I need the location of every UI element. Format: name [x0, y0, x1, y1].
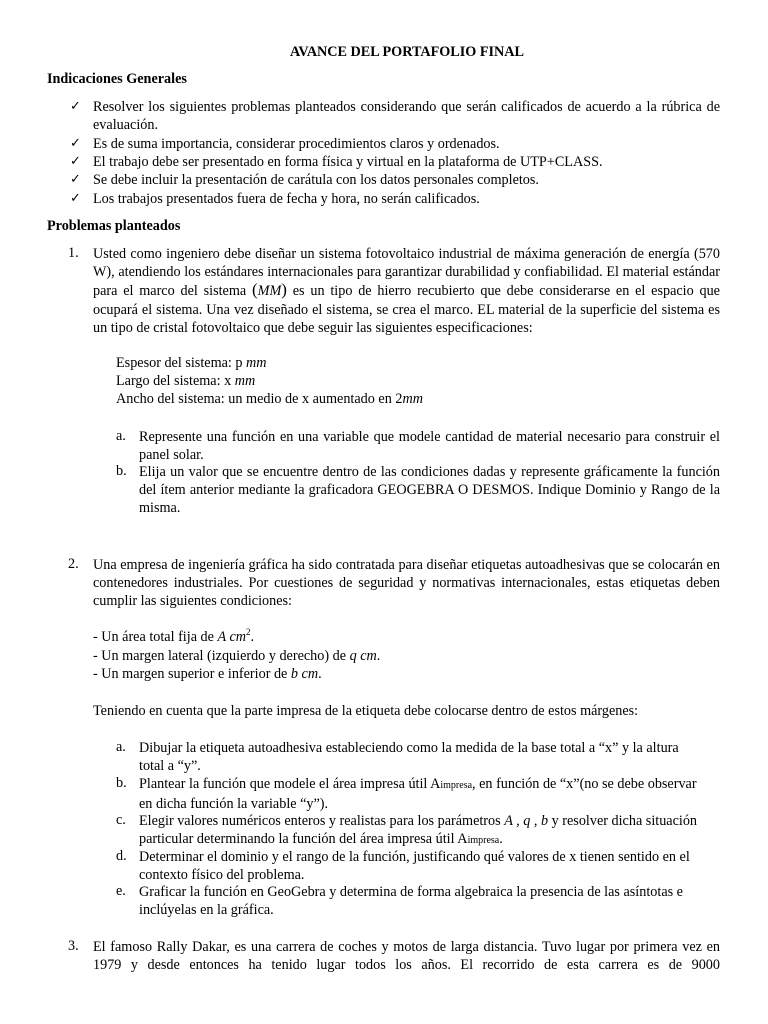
- sub-label: b.: [116, 463, 127, 479]
- condition-lateral-margin: - Un margen lateral (izquierdo y derecho) de q cm.: [93, 648, 381, 664]
- problem-3-number: 3.: [68, 938, 79, 954]
- problem-1-number: 1.: [68, 245, 79, 261]
- list-item: [70, 153, 720, 171]
- sub-label: a.: [116, 428, 126, 444]
- sub-label: b.: [116, 775, 127, 791]
- condition-top-margin: - Un margen superior e inferior de b cm.: [93, 666, 322, 682]
- problem-3-text: El famoso Rally Dakar, es una carrera de coches y motos de larga distancia. Tuvo lugar por primera vez en 1979 y desde entonces ha tenido lugar todos los años. El recorrido de esta carrera es de 9000: [93, 939, 720, 974]
- sub-item-text: Elegir valores numéricos enteros y realistas para los parámetros A , q , b y resolver dicha situación particular determinando la función del área impresa útil Aimpresa.: [139, 813, 698, 847]
- sub-label: a.: [116, 739, 126, 755]
- condition-area: - Un área total fija de A $cm^2$.: [93, 627, 255, 645]
- list-item: [70, 98, 720, 134]
- sub-label: e.: [116, 883, 126, 899]
- checkmark-icon: ✓: [70, 99, 81, 114]
- problem-2-number: 2.: [68, 556, 79, 572]
- problem-2-intro: Una empresa de ingeniería gráfica ha sido contratada para diseñar etiquetas autoadhesivas que se colocarán en contenedores industriales. Por cuestiones de seguridad y normativas internacionales, estas etiquetas deben cumplir las siguientes condiciones:: [93, 557, 720, 610]
- list-item: [70, 190, 720, 208]
- list-item-text: Se debe incluir la presentación de carátula con los datos personales completos.: [93, 172, 539, 188]
- sub-item-text: Graficar la función en GeoGebra y determina de forma algebraica la presencia de las asíntotas e inclúyelas en la gráfica.: [139, 884, 683, 918]
- list-item-text: Los trabajos presentados fuera de fecha y hora, no serán calificados.: [93, 191, 480, 207]
- sub-item-text: Elija un valor que se encuentre dentro de las condiciones dadas y represente gráficamente la función del ítem anterior mediante la graficadora GEOGEBRA O DESMOS. Indique Dominio y Rango de la misma.: [139, 464, 720, 516]
- problem-2-context: Teniendo en cuenta que la parte impresa de la etiqueta debe colocarse dentro de estos márgenes:: [93, 703, 639, 719]
- sub-item-text: Determinar el dominio y el rango de la función, justificando qué valores de x tienen sentido en el contexto físico del problema.: [139, 849, 690, 883]
- checkmark-icon: ✓: [70, 136, 81, 151]
- sub-label: c.: [116, 812, 126, 828]
- sub-item-text: Represente una función en una variable que modele cantidad de material necesario para construir el panel solar.: [139, 429, 720, 463]
- list-item-text: El trabajo debe ser presentado en forma física y virtual en la plataforma de UTP+CLASS.: [93, 154, 603, 170]
- spec-length: Largo del sistema: x mm: [116, 373, 256, 389]
- sub-label: d.: [116, 848, 127, 864]
- list-item: [70, 171, 720, 189]
- spec-width: Ancho del sistema: un medio de x aumentado en 2mm: [116, 391, 423, 407]
- spec-thickness: Espesor del sistema: p mm: [116, 355, 267, 371]
- frame-symbol: MM: [257, 283, 282, 300]
- problem-1-text: Usted como ingeniero debe diseñar un sistema fotovoltaico industrial de máxima generación de energía (570 W), atendiendo los estándares internacionales para garantizar durabilidad y confiabilidad. El material estándar para el marco del sistema (MM) es un tipo de hierro recubierto que debe considerarse en el espacio que ocupará el sistema. Una vez diseñado el sistema, se crea el marco. EL material de la superficie del sistema es un tipo de cristal fotovoltaico que debe seguir las siguientes especificaciones:: [93, 246, 720, 336]
- checkmark-icon: ✓: [70, 172, 81, 187]
- list-item-text: Resolver los siguientes problemas planteados considerando que serán calificados de acuerdo a la rúbrica de evaluación.: [93, 99, 720, 133]
- sub-item-text: Plantear la función que modele el área impresa útil Aimpresa, en función de “x”(no se debe observar en dicha función la variable “y”).: [139, 776, 697, 812]
- problems-heading: Problemas planteados: [47, 218, 181, 234]
- checkmark-icon: ✓: [70, 191, 81, 206]
- list-item-text: Es de suma importancia, considerar procedimientos claros y ordenados.: [93, 136, 500, 152]
- general-heading: Indicaciones Generales: [47, 71, 187, 87]
- page-title: AVANCE DEL PORTAFOLIO FINAL: [289, 44, 525, 60]
- sub-item-text: Dibujar la etiqueta autoadhesiva estableciendo como la medida de la base total a “x” y la altura total a “y”.: [139, 740, 679, 774]
- checkmark-icon: ✓: [70, 154, 81, 169]
- list-item: [70, 135, 720, 153]
